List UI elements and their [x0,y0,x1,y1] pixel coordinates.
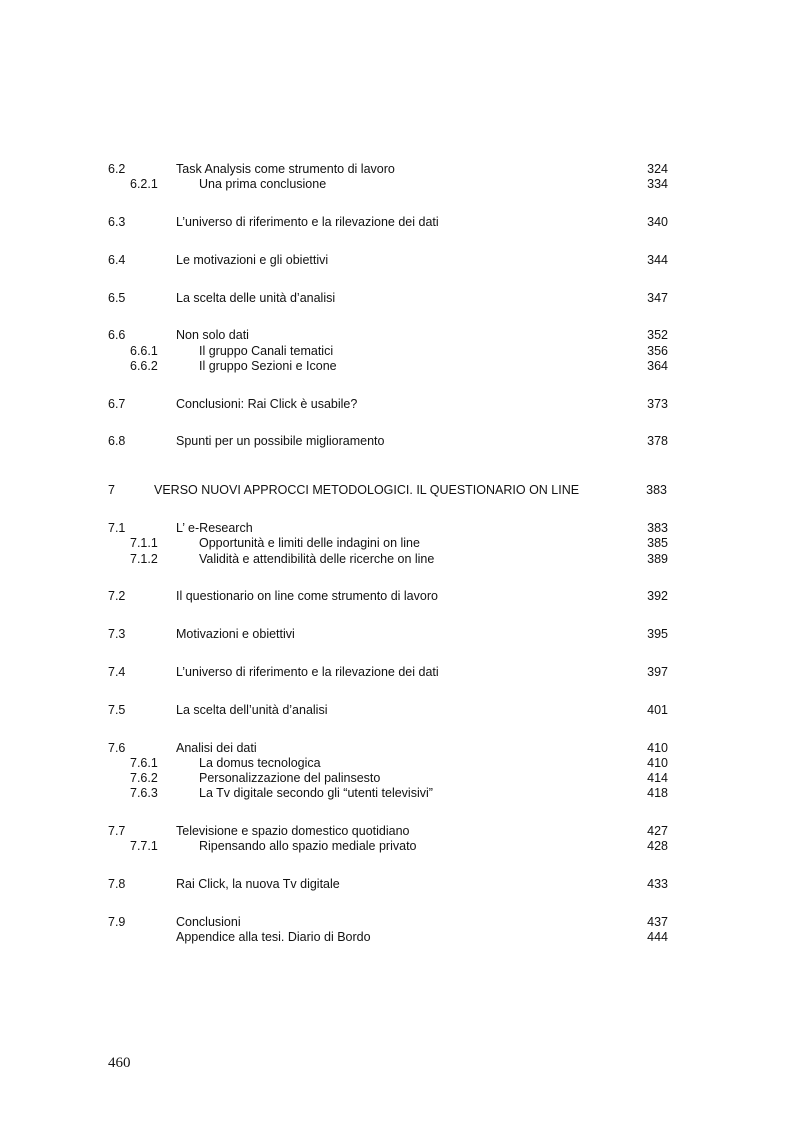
section-title: Motivazioni e obiettivi [176,627,295,641]
section-title: La scelta delle unità d’analisi [176,291,336,305]
toc-entry-7-9 [0,914,793,930]
section-title: L’universo di riferimento e la rilevazione dei dati [176,215,439,229]
section-number: 7.6 [108,741,126,755]
page-number: 344 [647,253,668,267]
section-title: Conclusioni: Rai Click è usabile? [176,397,358,411]
subsection-number: 7.6.2 [130,771,158,785]
section-number: 6.3 [108,215,126,229]
subsection-number: 7.6.3 [130,786,158,800]
subsection-title: Il gruppo Canali tematici [199,344,334,358]
section-number: 6.8 [108,434,126,448]
page-number: 428 [647,839,668,853]
section-title: Televisione e spazio domestico quotidiano [176,824,410,838]
subsection-title: Una prima conclusione [199,177,327,191]
section-number: 6.5 [108,291,126,305]
section-number: 7.7 [108,824,126,838]
chapter-title: VERSO NUOVI APPROCCI METODOLOGICI. IL QUESTIONARIO ON LINE [154,483,580,497]
section-number: 6.7 [108,397,126,411]
section-number: 7.2 [108,589,126,603]
toc-entry-6-6-2 [0,358,793,374]
toc-entry-6-5 [0,290,793,306]
subsection-number: 7.7.1 [130,839,158,853]
toc-entry-6-6-1 [0,343,793,359]
page-number: 356 [647,344,668,358]
toc-entry-6-2 [0,161,793,177]
section-title: L’ e-Research [176,521,253,535]
chapter-number: 7 [108,483,115,497]
section-title: L’universo di riferimento e la rilevazione dei dati [176,665,439,679]
toc-entry-7-2 [0,588,793,604]
page-number: 444 [647,930,668,944]
toc-entry-7-8 [0,876,793,892]
toc-entry-6-6 [0,327,793,343]
toc-entry-7-5 [0,702,793,718]
page-number: 385 [647,536,668,550]
subsection-title: Validità e attendibilità delle ricerche on line [199,552,435,566]
toc-entry-7-6-2 [0,770,793,786]
page-number: 383 [647,521,668,535]
subsection-number: 7.1.2 [130,552,158,566]
subsection-number: 6.6.1 [130,344,158,358]
toc-entry-7-7-1 [0,838,793,854]
toc-chapter-7 [0,482,793,498]
page-number: 401 [647,703,668,717]
toc-entry-7-6-1 [0,755,793,771]
toc-entry-6-4 [0,252,793,268]
toc-entry-6-2-1 [0,176,793,192]
toc-entry-7-1-1 [0,535,793,551]
subsection-number: 7.1.1 [130,536,158,550]
subsection-title: La Tv digitale secondo gli “utenti televisivi” [199,786,433,800]
toc-entry-6-7 [0,396,793,412]
section-number: 6.6 [108,328,126,342]
section-number: 7.3 [108,627,126,641]
page-number: 378 [647,434,668,448]
section-number: 7.4 [108,665,126,679]
section-title: La scelta dell’unità d’analisi [176,703,328,717]
toc-entry-7-1-2 [0,551,793,567]
section-title: Il questionario on line come strumento di lavoro [176,589,438,603]
page-number: 433 [647,877,668,891]
section-number: 7.5 [108,703,126,717]
toc-entry-7-6 [0,740,793,756]
section-title: Task Analysis come strumento di lavoro [176,162,395,176]
toc-entry-7-6-3 [0,785,793,801]
page-number: 437 [647,915,668,929]
page-number: 383 [646,483,667,497]
subsection-number: 6.6.2 [130,359,158,373]
section-title: Le motivazioni e gli obiettivi [176,253,329,267]
page-number: 389 [647,552,668,566]
section-title: Spunti per un possibile miglioramento [176,434,385,448]
section-number: 6.2 [108,162,126,176]
section-number: 7.9 [108,915,126,929]
folio-page-number: 460 [108,1055,131,1071]
page-number: 397 [647,665,668,679]
toc-entry-6-3 [0,214,793,230]
section-title: Analisi dei dati [176,741,257,755]
page-number: 395 [647,627,668,641]
page-number: 364 [647,359,668,373]
subsection-title: Il gruppo Sezioni e Icone [199,359,337,373]
subsection-title: Ripensando allo spazio mediale privato [199,839,417,853]
section-title: Rai Click, la nuova Tv digitale [176,877,340,891]
section-title: Non solo dati [176,328,249,342]
page-number: 418 [647,786,668,800]
section-title: Conclusioni [176,915,241,929]
subsection-title: Opportunità e limiti delle indagini on line [199,536,420,550]
page-number: 340 [647,215,668,229]
toc-entry-7-1 [0,520,793,536]
toc-entry-6-8 [0,433,793,449]
page-number: 347 [647,291,668,305]
toc-entry-7-7 [0,823,793,839]
page-number: 324 [647,162,668,176]
page-number: 334 [647,177,668,191]
section-number: 7.8 [108,877,126,891]
subsection-number: 7.6.1 [130,756,158,770]
section-number: 6.4 [108,253,126,267]
section-title: Appendice alla tesi. Diario di Bordo [176,930,371,944]
page-number: 414 [647,771,668,785]
page-number: 392 [647,589,668,603]
toc-entry-7-4 [0,664,793,680]
section-number: 7.1 [108,521,126,535]
page-number: 427 [647,824,668,838]
page-number: 410 [647,741,668,755]
page-number: 352 [647,328,668,342]
page-number: 410 [647,756,668,770]
subsection-title: La domus tecnologica [199,756,321,770]
subsection-title: Personalizzazione del palinsesto [199,771,381,785]
toc-entry-7-3 [0,626,793,642]
toc-entry-appendix [0,929,793,945]
page-number: 373 [647,397,668,411]
subsection-number: 6.2.1 [130,177,158,191]
